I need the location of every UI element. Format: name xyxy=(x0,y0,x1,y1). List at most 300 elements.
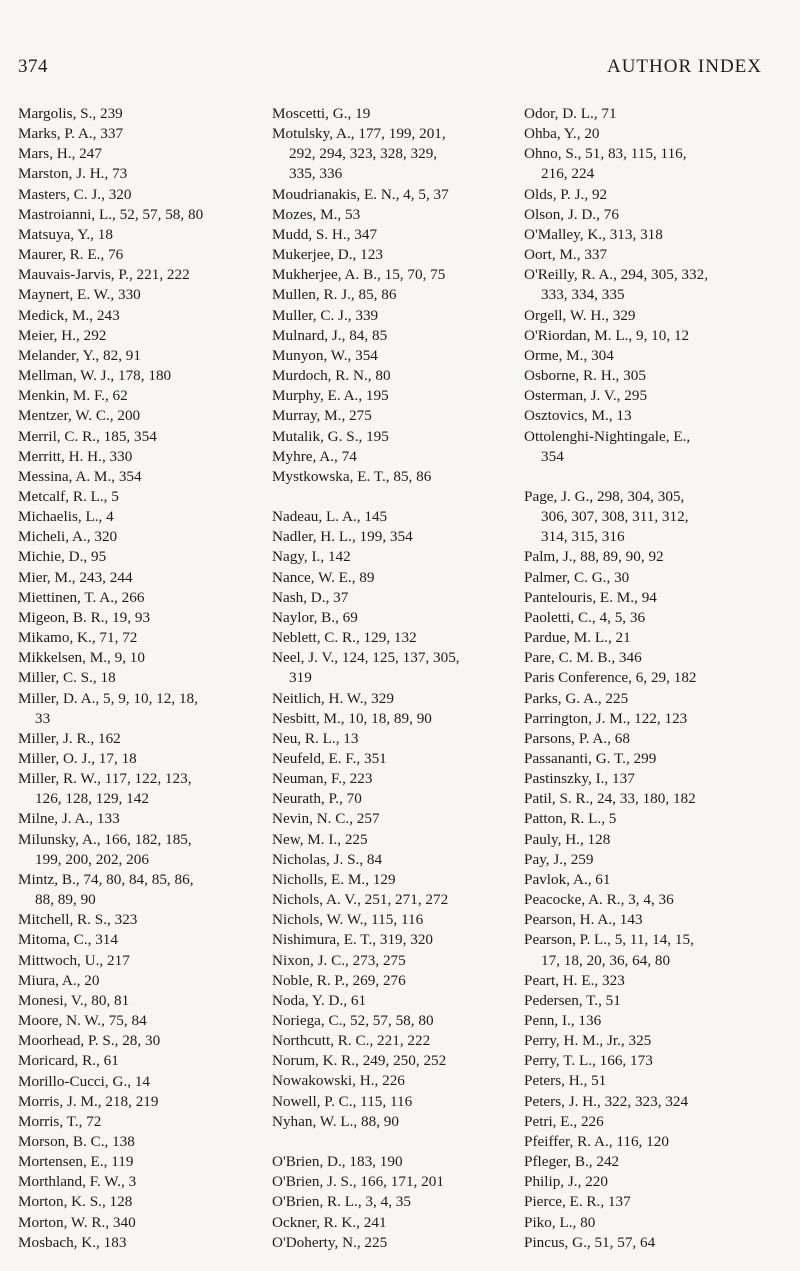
index-entry-text: Moudrianakis, E. N., 4, 5, 37 xyxy=(272,185,449,203)
index-entry xyxy=(18,769,203,809)
index-entry-continuation: 216, 224 xyxy=(541,165,595,183)
index-entry-text: Nyhan, W. L., 88, 90 xyxy=(272,1112,399,1130)
index-entry xyxy=(18,628,203,648)
index-entry xyxy=(272,930,460,950)
index-entry xyxy=(524,588,708,608)
index-entry-text: Paoletti, C., 4, 5, 36 xyxy=(524,608,646,626)
index-entry-text: Mortensen, E., 119 xyxy=(18,1153,134,1171)
index-entry-text: Page, J. G., 298, 304, 305, xyxy=(524,487,685,505)
index-entry-text: Miller, J. R., 162 xyxy=(18,729,121,747)
index-entry-text: Marks, P. A., 337 xyxy=(18,125,124,143)
index-entry-text: Mier, M., 243, 244 xyxy=(18,568,133,586)
index-entry xyxy=(524,144,708,184)
index-entry-text: Nadeau, L. A., 145 xyxy=(272,508,388,526)
index-entry-text: Morris, J. M., 218, 219 xyxy=(18,1092,159,1110)
index-entry xyxy=(18,608,203,628)
index-entry xyxy=(524,1152,708,1172)
index-entry xyxy=(272,185,460,205)
index-entry xyxy=(18,164,203,184)
index-entry-text: Mauvais-Jarvis, P., 221, 222 xyxy=(18,266,190,284)
index-entry-text: Mitchell, R. S., 323 xyxy=(18,911,138,929)
index-entry xyxy=(524,830,708,850)
index-entry xyxy=(524,1051,708,1071)
index-entry xyxy=(272,991,460,1011)
index-entry xyxy=(524,1213,708,1233)
index-entry-text: Pedersen, T., 51 xyxy=(524,991,621,1009)
index-entry xyxy=(272,1213,460,1233)
index-entry xyxy=(18,991,203,1011)
index-entry-text: Motulsky, A., 177, 199, 201, xyxy=(272,125,446,143)
index-entry-text: Mittwoch, U., 217 xyxy=(18,951,130,969)
index-entry-text: Nowell, P. C., 115, 116 xyxy=(272,1092,413,1110)
index-entry-text: Merritt, H. H., 330 xyxy=(18,447,133,465)
index-entry-text: Medick, M., 243 xyxy=(18,306,120,324)
index-entry-text: Osterman, J. V., 295 xyxy=(524,387,648,405)
index-entry xyxy=(18,648,203,668)
index-entry-text: Osborne, R. H., 305 xyxy=(524,367,646,385)
index-entry xyxy=(524,850,708,870)
index-entry-text: Nesbitt, M., 10, 18, 89, 90 xyxy=(272,709,432,727)
index-entry-text: Matsuya, Y., 18 xyxy=(18,225,113,243)
index-entry xyxy=(272,104,460,124)
index-entry xyxy=(272,1112,460,1132)
index-entry xyxy=(524,1092,708,1112)
index-entry xyxy=(18,406,203,426)
index-entry-text: Pearson, P. L., 5, 11, 14, 15, xyxy=(524,931,694,949)
index-entry-text: Muller, C. J., 339 xyxy=(272,306,379,324)
index-entry xyxy=(524,1031,708,1051)
index-entry xyxy=(272,124,460,184)
index-entry xyxy=(272,225,460,245)
index-entry-text: Nicholas, J. S., 84 xyxy=(272,850,383,868)
index-entry xyxy=(524,205,708,225)
index-entry-text: Mintz, B., 74, 80, 84, 85, 86, xyxy=(18,870,194,888)
index-entry xyxy=(272,326,460,346)
index-entry-text: Metcalf, R. L., 5 xyxy=(18,487,119,505)
index-entry-continuation: 354 xyxy=(541,447,564,465)
index-entry xyxy=(272,366,460,386)
index-entry-text: Pfleger, B., 242 xyxy=(524,1153,620,1171)
index-entry xyxy=(524,346,708,366)
index-entry xyxy=(18,225,203,245)
index-entry-text: Pincus, G., 51, 57, 64 xyxy=(524,1233,656,1251)
index-entry-text: Mudd, S. H., 347 xyxy=(272,225,378,243)
index-entry-text: Mosbach, K., 183 xyxy=(18,1233,127,1251)
index-entry-text: Pearson, H. A., 143 xyxy=(524,911,643,929)
index-entry-text: Ottolenghi-Nightingale, E., xyxy=(524,427,691,445)
index-entry xyxy=(272,1152,460,1172)
index-entry-text: Moricard, R., 61 xyxy=(18,1052,119,1070)
index-entry xyxy=(524,648,708,668)
index-entry-text: Palmer, C. G., 30 xyxy=(524,568,630,586)
index-entry-text: Mukherjee, A. B., 15, 70, 75 xyxy=(272,266,446,284)
index-entry-text: Nagy, I., 142 xyxy=(272,548,351,566)
index-entry xyxy=(18,245,203,265)
index-entry xyxy=(524,366,708,386)
index-entry-text: Peters, H., 51 xyxy=(524,1072,607,1090)
index-entry xyxy=(524,930,708,970)
index-entry xyxy=(18,447,203,467)
index-entry xyxy=(524,628,708,648)
index-entry-text: Ockner, R. K., 241 xyxy=(272,1213,387,1231)
index-entry xyxy=(524,265,708,305)
index-entry xyxy=(524,386,708,406)
index-column-1 xyxy=(18,104,203,1253)
index-entry-text: Marston, J. H., 73 xyxy=(18,165,128,183)
index-entry xyxy=(272,809,460,829)
index-entry-text: Mukerjee, D., 123 xyxy=(272,246,383,264)
index-entry-text: Moorhead, P. S., 28, 30 xyxy=(18,1032,161,1050)
index-entry-text: Monesi, V., 80, 81 xyxy=(18,991,130,1009)
index-entry-text: Murphy, E. A., 195 xyxy=(272,387,389,405)
index-entry xyxy=(524,991,708,1011)
index-entry xyxy=(272,406,460,426)
index-entry xyxy=(18,144,203,164)
index-entry xyxy=(18,951,203,971)
index-entry xyxy=(18,971,203,991)
index-entry xyxy=(272,1011,460,1031)
index-entry-text: O'Brien, R. L., 3, 4, 35 xyxy=(272,1193,411,1211)
index-entry-continuation: 292, 294, 323, 328, 329, xyxy=(289,145,438,163)
index-entry-text: Miura, A., 20 xyxy=(18,971,100,989)
index-entry xyxy=(524,709,708,729)
index-entry-text: O'Reilly, R. A., 294, 305, 332, xyxy=(524,266,709,284)
index-entry xyxy=(524,1192,708,1212)
index-entry xyxy=(272,870,460,890)
index-entry xyxy=(524,971,708,991)
index-entry-text: Nixon, J. C., 273, 275 xyxy=(272,951,406,969)
index-entry-text: Odor, D. L., 71 xyxy=(524,105,617,122)
index-entry xyxy=(524,689,708,709)
index-entry xyxy=(18,1072,203,1092)
index-entry-text: Michie, D., 95 xyxy=(18,548,107,566)
index-entry-continuation: 126, 128, 129, 142 xyxy=(35,790,149,808)
index-entry-text: Piko, L., 80 xyxy=(524,1213,596,1231)
index-entry-text: Northcutt, R. C., 221, 222 xyxy=(272,1032,431,1050)
index-entry-text: Miller, C. S., 18 xyxy=(18,669,116,687)
index-entry xyxy=(18,104,203,124)
index-entry xyxy=(272,386,460,406)
index-entry-text: Petri, E., 226 xyxy=(524,1112,604,1130)
index-entry-text: Nishimura, E. T., 319, 320 xyxy=(272,931,434,949)
index-entry-text: Messina, A. M., 354 xyxy=(18,467,142,485)
index-entry xyxy=(18,346,203,366)
index-entry-text: Munyon, W., 354 xyxy=(272,346,378,364)
index-entry xyxy=(524,870,708,890)
index-entry-text: Morthland, F. W., 3 xyxy=(18,1173,137,1191)
index-entry xyxy=(18,527,203,547)
index-entry-text: Orgell, W. H., 329 xyxy=(524,306,636,324)
index-entry xyxy=(524,1071,708,1091)
index-entry xyxy=(272,1092,460,1112)
index-entry-text: Pantelouris, E. M., 94 xyxy=(524,588,657,606)
index-entry-text: Pare, C. M. B., 346 xyxy=(524,649,642,667)
index-entry-text: Noble, R. P., 269, 276 xyxy=(272,971,406,989)
index-entry xyxy=(18,487,203,507)
index-entry xyxy=(524,406,708,426)
index-entry-text: Osztovics, M., 13 xyxy=(524,407,632,425)
index-entry-text: Meier, H., 292 xyxy=(18,326,107,344)
index-entry xyxy=(272,265,460,285)
letter-group-gap xyxy=(272,487,460,507)
index-entry xyxy=(272,245,460,265)
index-entry-text: Patton, R. L., 5 xyxy=(524,810,617,828)
index-entry-text: Pierce, E. R., 137 xyxy=(524,1193,631,1211)
index-entry xyxy=(18,1152,203,1172)
index-entry xyxy=(272,789,460,809)
index-entry-text: Penn, I., 136 xyxy=(524,1012,602,1030)
index-entry-text: Neel, J. V., 124, 125, 137, 305, xyxy=(272,649,460,667)
index-entry-text: Migeon, B. R., 19, 93 xyxy=(18,608,151,626)
index-entry xyxy=(524,1172,708,1192)
index-entry-continuation: 319 xyxy=(289,669,312,687)
index-entry-text: O'Riordan, M. L., 9, 10, 12 xyxy=(524,326,690,344)
index-entry xyxy=(18,366,203,386)
index-entry-continuation: 17, 18, 20, 36, 64, 80 xyxy=(541,951,671,969)
index-entry-text: Perry, T. L., 166, 173 xyxy=(524,1052,653,1070)
index-entry xyxy=(18,809,203,829)
index-entry xyxy=(272,628,460,648)
index-entry xyxy=(18,507,203,527)
index-entry-text: Parks, G. A., 225 xyxy=(524,689,629,707)
index-entry-text: Mystkowska, E. T., 85, 86 xyxy=(272,467,432,485)
index-entry-text: Nevin, N. C., 257 xyxy=(272,810,380,828)
index-entry xyxy=(272,749,460,769)
index-entry xyxy=(272,568,460,588)
index-entry xyxy=(524,245,708,265)
index-entry-text: Miettinen, T. A., 266 xyxy=(18,588,145,606)
index-entry-text: Mellman, W. J., 178, 180 xyxy=(18,367,172,385)
index-entry xyxy=(18,1011,203,1031)
index-entry xyxy=(18,205,203,225)
index-entry xyxy=(524,568,708,588)
index-entry-continuation: 88, 89, 90 xyxy=(35,891,96,909)
index-entry xyxy=(524,729,708,749)
index-entry xyxy=(272,709,460,729)
letter-group-gap xyxy=(524,467,708,487)
index-entry-text: New, M. I., 225 xyxy=(272,830,368,848)
index-entry-text: Pfeiffer, R. A., 116, 120 xyxy=(524,1132,669,1150)
index-entry-continuation: 306, 307, 308, 311, 312, xyxy=(541,508,689,526)
index-entry xyxy=(524,1132,708,1152)
index-entry xyxy=(524,809,708,829)
index-entry xyxy=(18,124,203,144)
index-entry-text: Mentzer, W. C., 200 xyxy=(18,407,141,425)
index-entry-text: Menkin, M. F., 62 xyxy=(18,387,128,405)
index-entry-continuation: 314, 315, 316 xyxy=(541,528,625,546)
index-entry-continuation: 199, 200, 202, 206 xyxy=(35,850,149,868)
index-entry-text: Passananti, G. T., 299 xyxy=(524,749,657,767)
index-entry-text: Mikamo, K., 71, 72 xyxy=(18,629,138,647)
index-entry xyxy=(272,769,460,789)
index-entry-text: Maurer, R. E., 76 xyxy=(18,246,124,264)
index-entry-text: Mutalik, G. S., 195 xyxy=(272,427,389,445)
index-entry-text: Micheli, A., 320 xyxy=(18,528,118,546)
index-entry xyxy=(18,1132,203,1152)
index-entry xyxy=(272,306,460,326)
index-entry xyxy=(524,225,708,245)
index-entry-text: Masters, C. J., 320 xyxy=(18,185,132,203)
index-entry-text: Olds, P. J., 92 xyxy=(524,185,608,203)
index-entry-text: Philip, J., 220 xyxy=(524,1173,608,1191)
index-entry-text: Pay, J., 259 xyxy=(524,850,594,868)
index-entry-text: Noriega, C., 52, 57, 58, 80 xyxy=(272,1012,434,1030)
index-column-3 xyxy=(524,104,708,1253)
index-entry xyxy=(18,830,203,870)
index-entry xyxy=(272,1051,460,1071)
index-entry xyxy=(524,769,708,789)
index-entry-text: Mullen, R. J., 85, 86 xyxy=(272,286,397,304)
index-entry xyxy=(272,427,460,447)
index-entry-text: Mozes, M., 53 xyxy=(272,205,361,223)
index-entry-text: Pauly, H., 128 xyxy=(524,830,611,848)
index-entry-text: Mitoma, C., 314 xyxy=(18,931,118,949)
index-entry xyxy=(272,205,460,225)
index-entry-text: Ohno, S., 51, 83, 115, 116, xyxy=(524,145,687,163)
index-entry xyxy=(18,668,203,688)
letter-group-gap xyxy=(272,1132,460,1152)
index-entry xyxy=(524,1112,708,1132)
index-entry-text: Milne, J. A., 133 xyxy=(18,810,120,828)
index-entry-text: Neurath, P., 70 xyxy=(272,790,362,808)
index-entry xyxy=(272,447,460,467)
index-entry-text: Merril, C. R., 185, 354 xyxy=(18,427,157,445)
index-entry xyxy=(18,265,203,285)
running-title: AUTHOR INDEX xyxy=(606,56,762,77)
index-entry xyxy=(524,326,708,346)
index-entry-text: Moore, N. W., 75, 84 xyxy=(18,1012,147,1030)
index-entry-text: O'Brien, D., 183, 190 xyxy=(272,1153,403,1171)
index-entry xyxy=(18,1051,203,1071)
index-entry xyxy=(18,1213,203,1233)
index-entry xyxy=(18,568,203,588)
index-entry-text: Mastroianni, L., 52, 57, 58, 80 xyxy=(18,205,204,223)
index-entry-text: Morton, W. R., 340 xyxy=(18,1213,136,1231)
index-entry xyxy=(524,608,708,628)
index-entry-text: Nichols, W. W., 115, 116 xyxy=(272,911,424,929)
index-entry-text: Mikkelsen, M., 9, 10 xyxy=(18,649,145,667)
index-entry xyxy=(18,185,203,205)
index-entry-text: Palm, J., 88, 89, 90, 92 xyxy=(524,548,664,566)
index-entry-text: Michaelis, L., 4 xyxy=(18,508,114,526)
index-entry-text: Nicholls, E. M., 129 xyxy=(272,870,396,888)
index-entry-text: Neuman, F., 223 xyxy=(272,770,373,788)
index-entry-text: Nance, W. E., 89 xyxy=(272,568,375,586)
index-entry xyxy=(272,1031,460,1051)
index-entry-text: Nadler, H. L., 199, 354 xyxy=(272,528,413,546)
index-entry-text: Miller, O. J., 17, 18 xyxy=(18,750,137,767)
index-entry xyxy=(272,890,460,910)
index-entry-text: Nichols, A. V., 251, 271, 272 xyxy=(272,891,449,909)
index-entry xyxy=(272,467,460,487)
index-entry xyxy=(18,1031,203,1051)
index-entry-text: Morson, B. C., 138 xyxy=(18,1132,135,1150)
index-entry-text: Melander, Y., 82, 91 xyxy=(18,346,141,364)
index-entry xyxy=(524,668,708,688)
index-entry xyxy=(18,306,203,326)
index-entry-text: Milunsky, A., 166, 182, 185, xyxy=(18,830,192,848)
index-entry xyxy=(18,1112,203,1132)
index-entry xyxy=(18,1092,203,1112)
index-entry xyxy=(272,648,460,688)
index-entry xyxy=(524,749,708,769)
index-entry xyxy=(272,1192,460,1212)
index-entry xyxy=(272,588,460,608)
index-entry xyxy=(18,749,203,769)
index-entry-continuation: 33 xyxy=(35,709,51,727)
index-column-2 xyxy=(272,104,460,1253)
index-entry-text: Moscetti, G., 19 xyxy=(272,105,371,122)
index-entry-text: Myhre, A., 74 xyxy=(272,447,357,465)
index-entry-text: Neitlich, H. W., 329 xyxy=(272,689,394,707)
index-entry-text: Norum, K. R., 249, 250, 252 xyxy=(272,1052,447,1070)
index-entry-text: Peacocke, A. R., 3, 4, 36 xyxy=(524,891,674,909)
index-entry xyxy=(18,870,203,910)
index-entry xyxy=(524,789,708,809)
index-entry-text: Mulnard, J., 84, 85 xyxy=(272,326,388,344)
index-entry xyxy=(524,1233,708,1253)
index-entry-text: O'Malley, K., 313, 318 xyxy=(524,225,663,243)
index-entry-text: Neblett, C. R., 129, 132 xyxy=(272,629,417,647)
index-entry-text: Olson, J. D., 76 xyxy=(524,205,619,223)
index-entry-text: Miller, R. W., 117, 122, 123, xyxy=(18,770,192,788)
index-entry xyxy=(272,1172,460,1192)
index-entry xyxy=(524,124,708,144)
index-entry xyxy=(272,527,460,547)
index-entry xyxy=(18,1233,203,1253)
index-entry xyxy=(272,971,460,991)
index-entry xyxy=(18,689,203,729)
index-entry xyxy=(524,306,708,326)
index-entry xyxy=(18,386,203,406)
index-entry-continuation: 335, 336 xyxy=(289,165,343,183)
index-entry xyxy=(272,910,460,930)
index-entry-text: Pardue, M. L., 21 xyxy=(524,629,631,647)
index-entry xyxy=(18,547,203,567)
index-entry xyxy=(524,487,708,547)
index-entry xyxy=(524,185,708,205)
index-entry xyxy=(272,346,460,366)
index-entry-text: Parrington, J. M., 122, 123 xyxy=(524,709,688,727)
index-entry-text: Margolis, S., 239 xyxy=(18,105,123,122)
index-entry xyxy=(272,285,460,305)
index-entry xyxy=(18,427,203,447)
index-entry-text: Miller, D. A., 5, 9, 10, 12, 18, xyxy=(18,689,198,707)
index-entry xyxy=(18,1172,203,1192)
index-entry xyxy=(272,689,460,709)
index-entry-text: Morris, T., 72 xyxy=(18,1112,102,1130)
index-entry xyxy=(272,951,460,971)
index-entry-text: Morillo-Cucci, G., 14 xyxy=(18,1072,151,1090)
index-entry-text: O'Brien, J. S., 166, 171, 201 xyxy=(272,1173,444,1191)
index-entry-text: Paris Conference, 6, 29, 182 xyxy=(524,669,697,687)
index-entry-text: Parsons, P. A., 68 xyxy=(524,729,630,747)
index-entry-text: Noda, Y. D., 61 xyxy=(272,991,367,1009)
index-entry xyxy=(524,427,708,467)
index-entry xyxy=(272,830,460,850)
index-entry xyxy=(18,285,203,305)
index-entry xyxy=(524,910,708,930)
index-entry-text: Orme, M., 304 xyxy=(524,346,614,364)
index-entry-text: O'Doherty, N., 225 xyxy=(272,1233,388,1251)
index-entry-text: Murdoch, R. N., 80 xyxy=(272,367,391,385)
index-entry-text: Pavlok, A., 61 xyxy=(524,870,611,888)
index-entry xyxy=(18,729,203,749)
index-entry xyxy=(272,1071,460,1091)
index-entry xyxy=(272,1233,460,1253)
index-entry-text: Oort, M., 337 xyxy=(524,246,608,264)
index-entry-text: Patil, S. R., 24, 33, 180, 182 xyxy=(524,790,696,808)
